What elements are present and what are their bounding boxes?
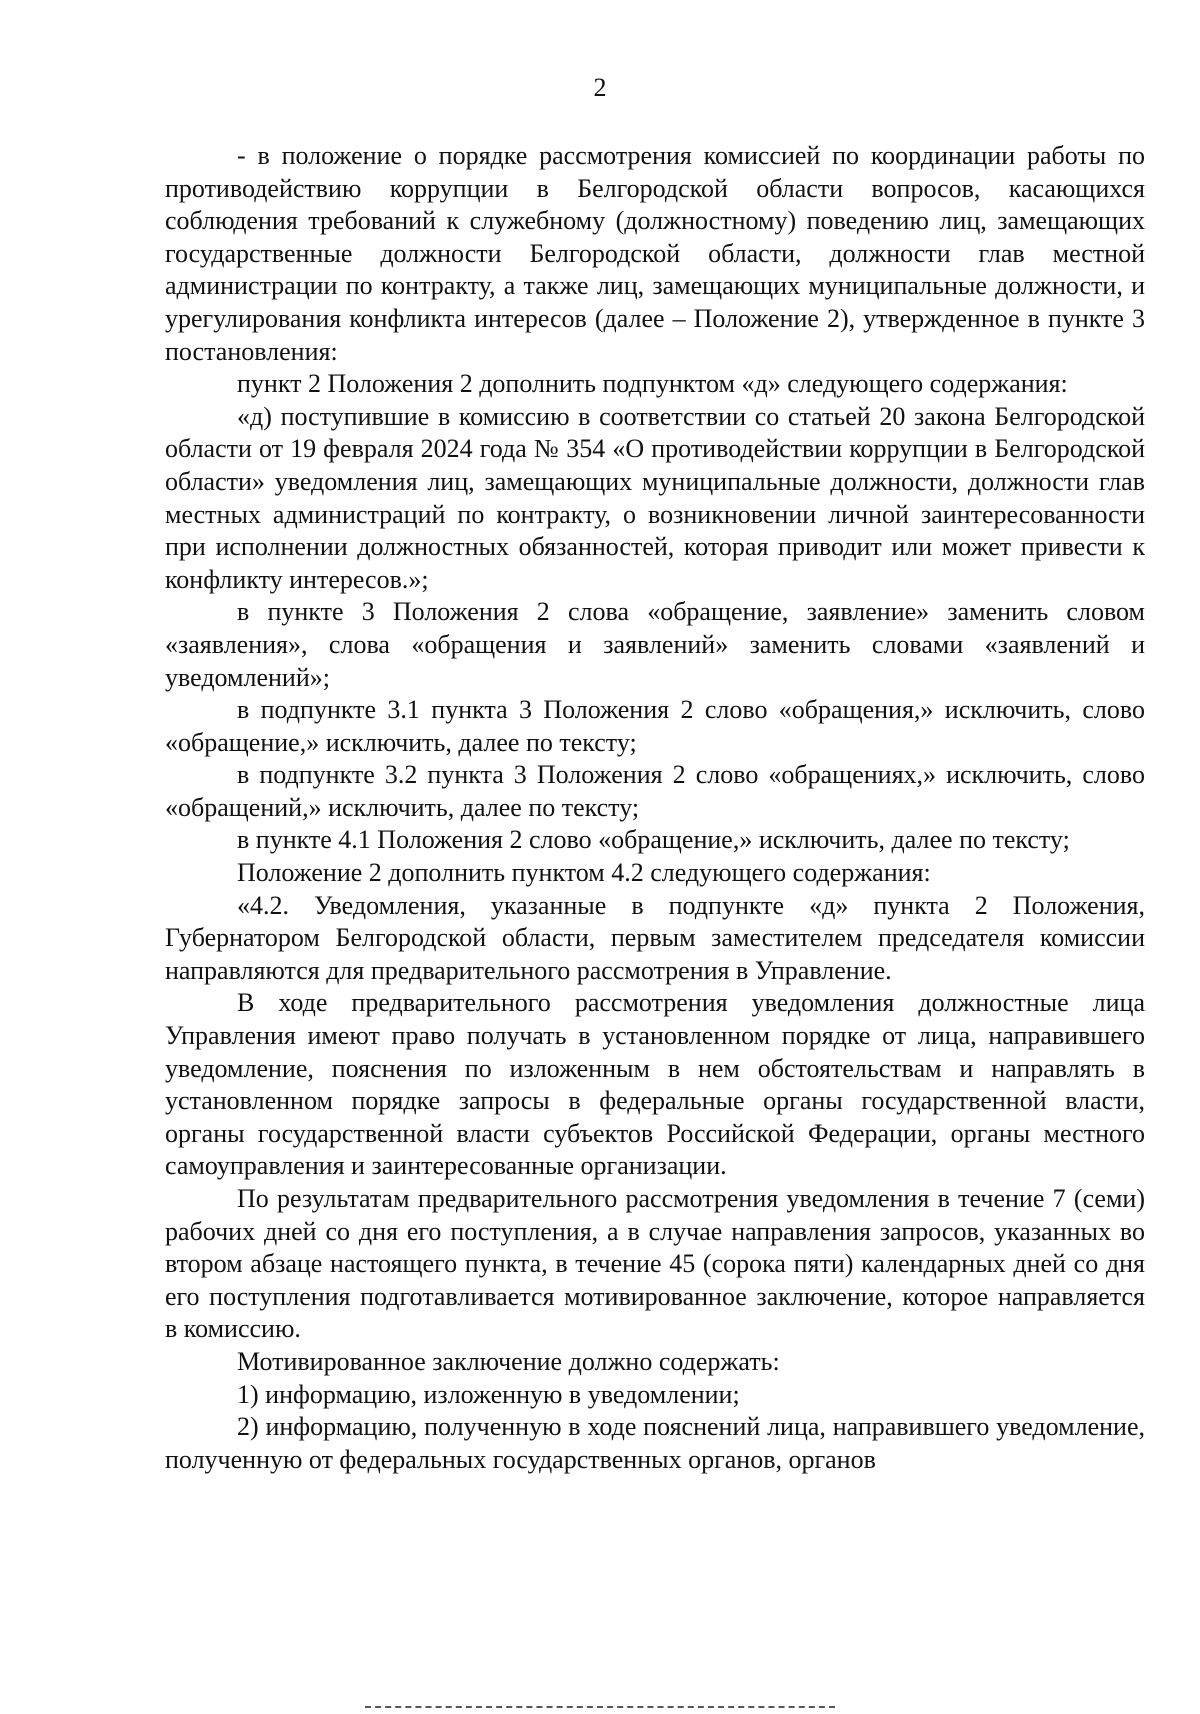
paragraph: - в положение о порядке рассмотрения комиссией по координации работы по противодействию коррупции в Белгородской области вопросов, касающихся соблюдения требований к служебному (должностному) поведению лиц, замещающих государственные должности Белгородской области, должности глав местной администрации по контракту, а также лиц, замещающих муниципальные должности, и урегулирования конфликта интересов (далее – Положение 2), утвержденное в пункте 3 постановления: [165,141,1145,366]
paragraph: пункт 2 Положения 2 дополнить подпунктом «д» следующего содержания: [237,369,1068,399]
paragraph: в подпункте 3.1 пункта 3 Положения 2 слово «обращения,» исключить, слово «обращение,» исключить, далее по тексту; [165,695,1145,757]
paragraph: «4.2. Уведомления, указанные в подпункте «д» пункта 2 Положения, Губернатором Белгородской области, первым заместителем председателя комиссии направляются для предварительного рассмотрения в Управление. [165,890,1145,985]
page-number: 2 [593,73,607,102]
paragraph: «д) поступившие в комиссию в соответствии со статьей 20 закона Белгородской области от 19 февраля 2024 года № 354 «О противодействии коррупции в Белгородской области» уведомления лиц, замещающих муниципальные должности, должности глав местных администраций по контракту, о возникновении личной заинтересованности при исполнении должностных обязанностей, которая приводит или может привести к конфликту интересов.»; [165,401,1145,594]
paragraph: в подпункте 3.2 пункта 3 Положения 2 слово «обращениях,» исключить, слово «обращений,» исключить, далее по тексту; [165,760,1145,822]
paragraph: 2) информацию, полученную в ходе пояснений лица, направившего уведомление, полученную от федеральных государственных органов, органов [165,1412,1145,1474]
paragraph: в пункте 4.1 Положения 2 слово «обращение,» исключить, далее по тексту; [237,825,1070,855]
paragraph: В ходе предварительного рассмотрения уведомления должностные лица Управления имеют право получать в установленном порядке от лица, направившего уведомление, пояснения по изложенным в нем обстоятельствам и направлять в установленном порядке запросы в федеральные органы государственной власти, органы государственной власти субъектов Российской Федерации, органы местного самоуправления и заинтересованные организации. [165,988,1145,1181]
paragraph: Мотивированное заключение должно содержать: [237,1346,780,1376]
paragraph: Положение 2 дополнить пунктом 4.2 следующего содержания: [237,858,931,888]
paragraph: в пункте 3 Положения 2 слова «обращение, заявление» заменить словом «заявления», слова «обращения и заявлений» заменить словами «заявлений и уведомлений»; [165,597,1145,692]
paragraph: По результатам предварительного рассмотрения уведомления в течение 7 (семи) рабочих дней со дня его поступления, а в случае направления запросов, указанных во втором абзаце настоящего пункта, в течение 45 (сорока пяти) календарных дней со дня его поступления подготавливается мотивированное заключение, которое направляется в комиссию. [165,1184,1145,1344]
scan-footer-rule [365,1706,835,1708]
document-body [165,140,1145,1476]
paragraph: 1) информацию, изложенную в уведомлении; [237,1379,740,1409]
